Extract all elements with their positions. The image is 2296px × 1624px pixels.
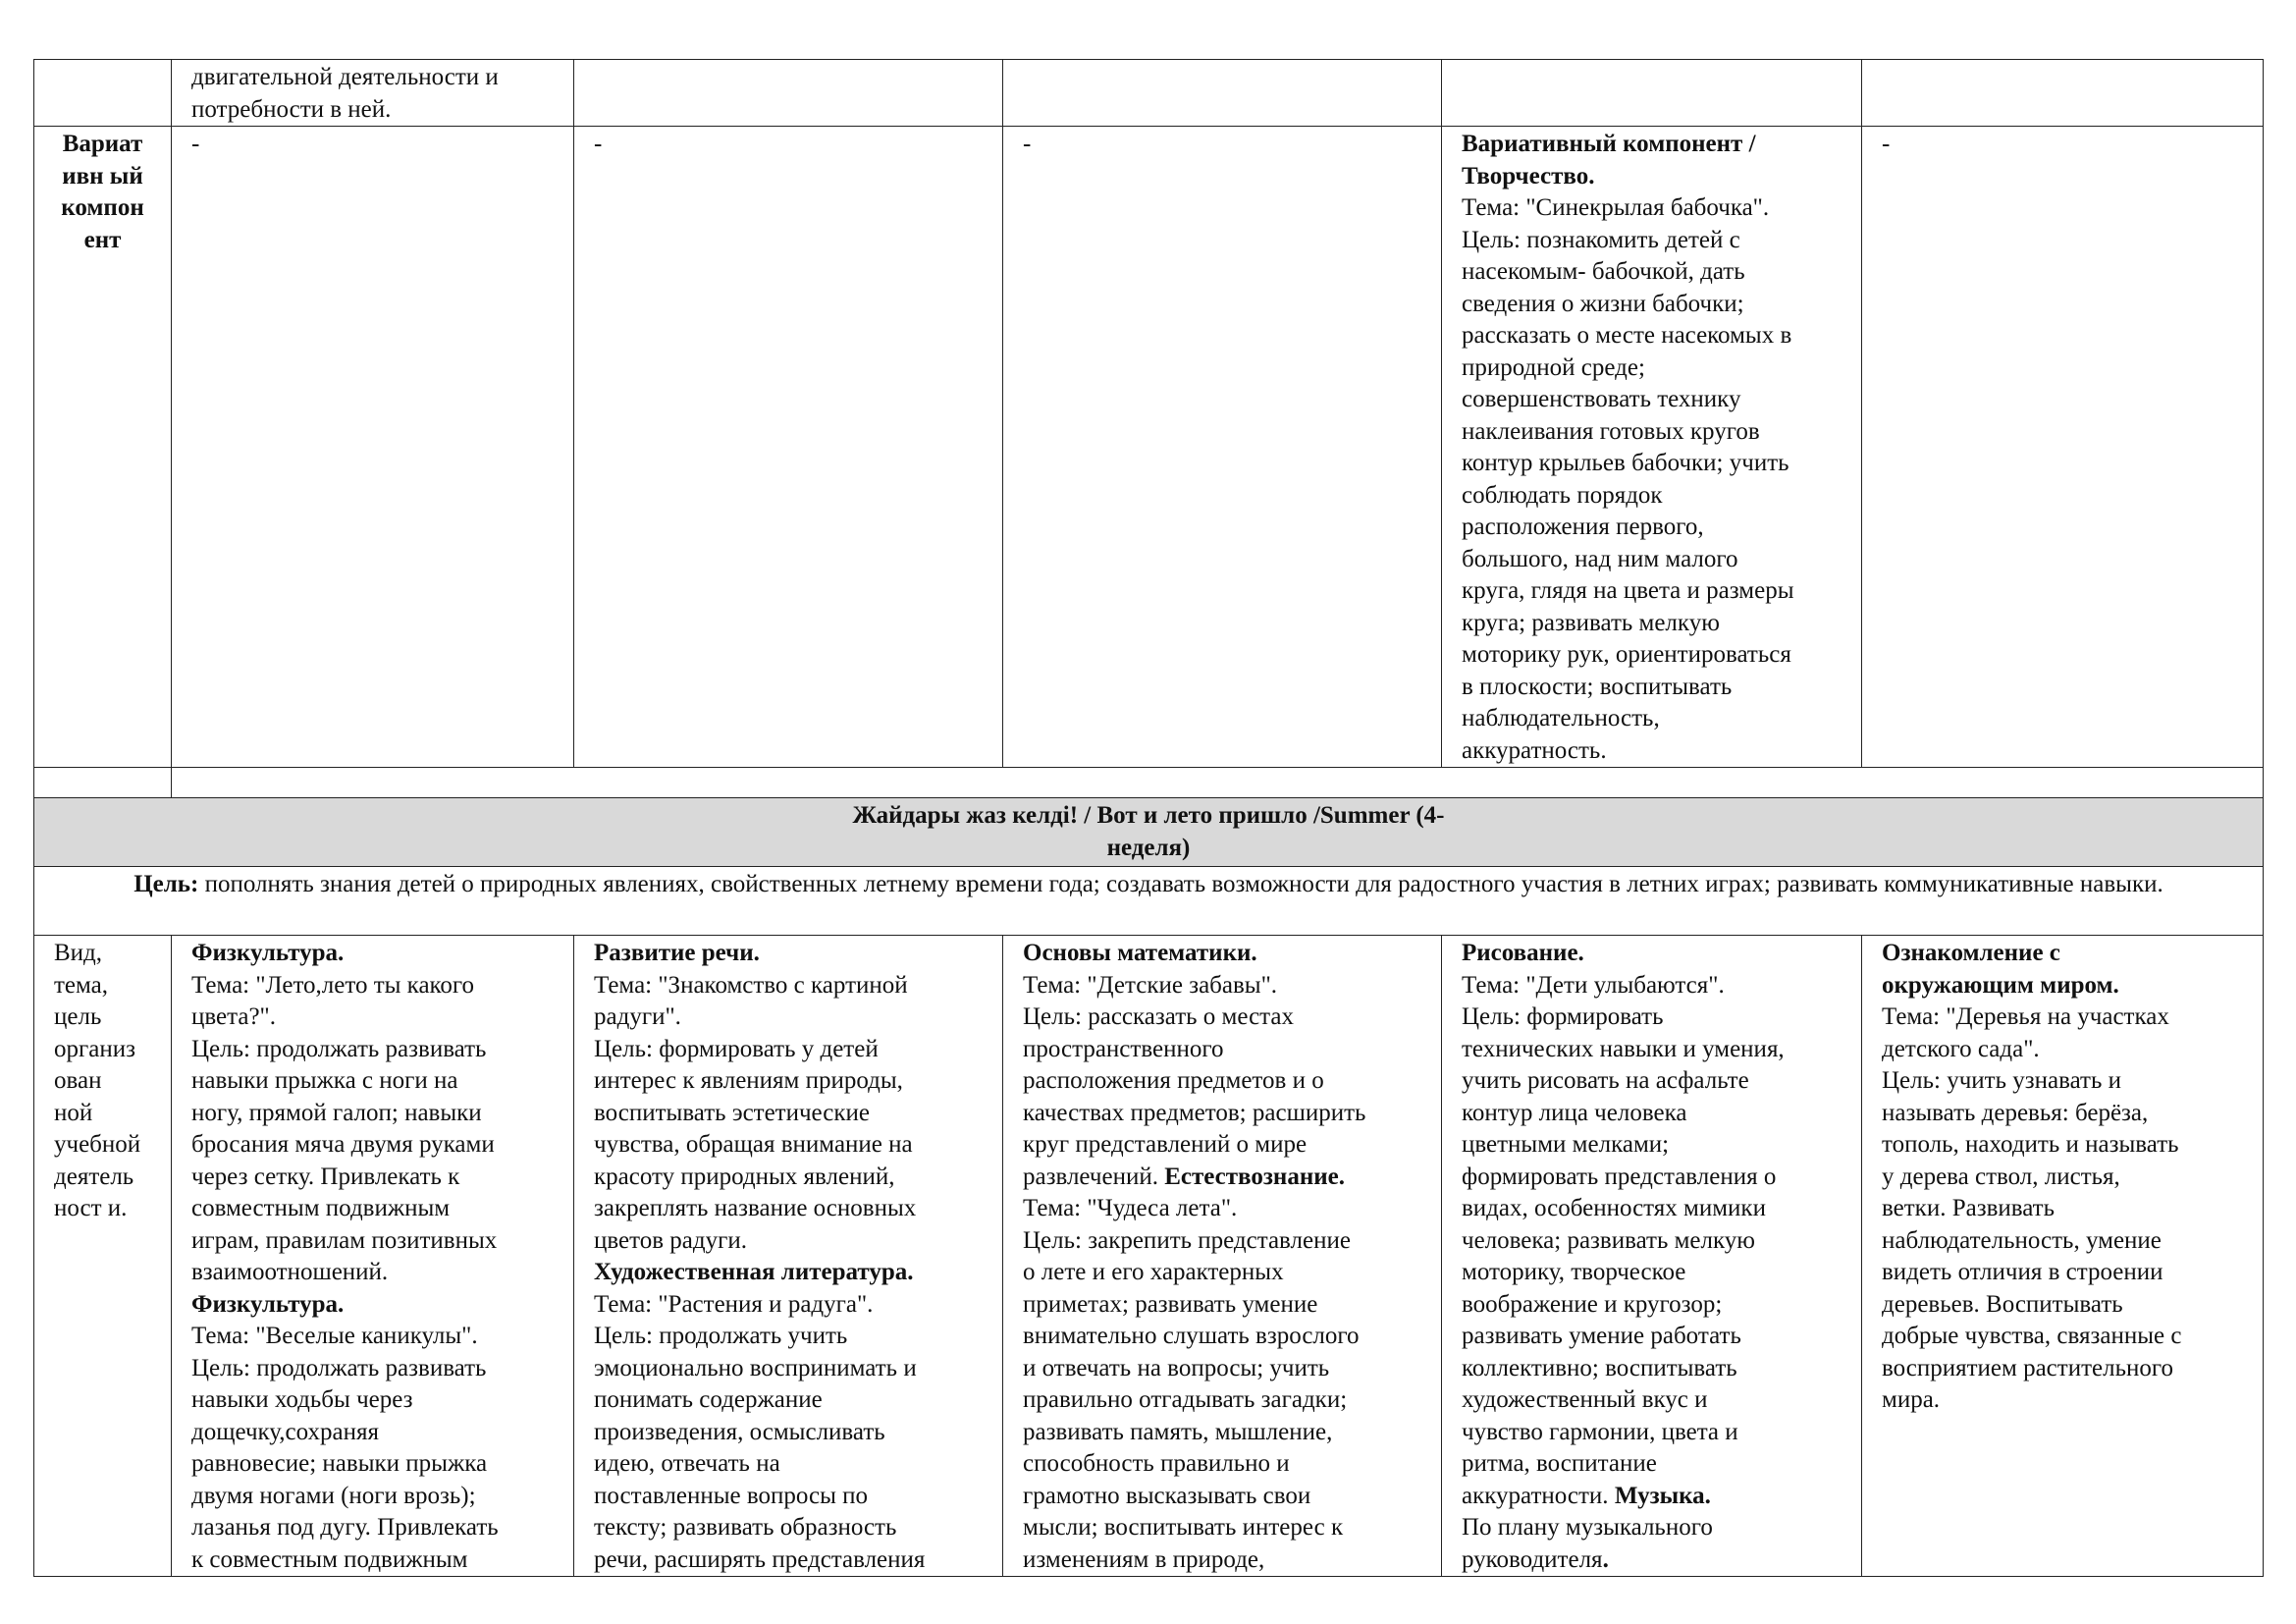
week-heading-row [34,798,2264,867]
text-line: идею, отвечать на [594,1450,780,1477]
text-line: добрые чувства, связанные с [1882,1323,2182,1349]
activities-col1-cell [172,936,574,1577]
text-line: цветов радуги. [594,1226,747,1254]
text-line: Цель: учить узнавать и [1882,1067,2121,1094]
text-line: изменениям в природе, [1023,1545,1265,1573]
label-line: ивн ый [62,162,143,189]
mixed-line [1462,1481,1843,1513]
text-line: навыки ходьбы через [191,1386,413,1413]
text-fragment: аккуратности. [1462,1482,1609,1509]
top-col4-cell [1442,60,1862,127]
text-line: равновесие; навыки прыжка [191,1450,488,1477]
week-title-line: Жайдары жаз келдi! / Вот и лето пришло /Summer (4- [852,802,1445,829]
text-line: бросания мяча двумя руками [191,1131,495,1158]
text-line: круг представлений о мире [1023,1131,1308,1158]
text-line: рассказать о месте насекомых в [1462,322,1792,349]
label-line: цель [54,1003,102,1030]
label-line: деятель [54,1163,134,1190]
section-title: Музыка. [1614,1482,1711,1509]
label-line: ной [54,1099,93,1126]
text-line: грамотно высказывать свои [1023,1482,1311,1509]
text-line: играм, правилам позитивных [191,1226,498,1254]
text-line: круга; развивать мелкую [1462,609,1720,636]
mixed-line [1023,1162,1423,1194]
empty-label-cell [34,768,172,798]
section-title: Физкультура. [191,940,345,966]
text-line: Тема: "Растения и радуга". [594,1290,874,1318]
text-line: развивать умение работать [1462,1323,1741,1349]
text-line: деревьев. Воспитывать [1882,1290,2123,1318]
section-title: окружающим миром. [1882,971,2119,999]
text-line: контур лица человека [1462,1099,1687,1126]
text-line: наблюдательность, [1462,705,1660,731]
empty-wide-cell [172,768,2264,798]
variative-row [34,127,2264,768]
text-line: совместным подвижным [191,1195,451,1221]
text-line: Тема: "Чудеса лета". [1023,1195,1238,1221]
text-line: воображение и кругозор; [1462,1290,1723,1318]
dash: - [191,131,200,157]
activities-col3-cell [1003,936,1442,1577]
goal-cell [34,867,2264,936]
plan-table [33,59,2264,1577]
week-title-line: неделя) [1106,834,1191,861]
variative-col5-cell [1862,127,2264,768]
text-line: Цель: продолжать развивать [191,1354,487,1381]
text-line: Тема: "Лето,лето ты какого [191,971,475,999]
text-line: наклеивания готовых кругов [1462,417,1760,445]
goal-text: пополнять знания детей о природных явлениях, свойственных летнему времени года; создавать возможности для радостного участия в летних играх; развивать коммуникативные навыки. [204,871,2163,897]
goal-row [34,867,2264,936]
top-col3-cell [1003,60,1442,127]
top-col2-cell [574,60,1003,127]
section-title: Основы математики. [1023,940,1257,966]
label-line: компон [61,194,144,221]
text-line: чувства, обращая внимание на [594,1131,913,1158]
text-line: навыки прыжка с ноги на [191,1067,458,1094]
text-line: красоту природных явлений, [594,1163,895,1190]
text-line: Тема: "Знакомство с картиной [594,971,908,999]
text-line: контур крыльев бабочки; учить [1462,450,1789,476]
text-line: тополь, находить и называть [1882,1131,2179,1158]
text-line: правильно отгадывать загадки; [1023,1386,1348,1413]
text-line: наблюдательность, умение [1882,1226,2162,1254]
text-line: По плану музыкального [1462,1514,1713,1541]
text-line: двигательной деятельности и [191,64,499,90]
top-col1-cell [172,60,574,127]
top-label-cell [34,60,172,127]
text-line: пространственного [1023,1035,1224,1062]
text-line: соблюдать порядок [1462,481,1663,509]
variative-col4-cell [1442,127,1862,768]
text-line: художественный вкус и [1462,1386,1708,1413]
text-line: насекомым- бабочкой, дать [1462,258,1745,285]
text-line: Цель: формировать у детей [594,1035,879,1062]
text-line: аккуратность. [1462,736,1607,764]
section-title: Естествознание. [1164,1163,1345,1190]
text-line: Цель: формировать [1462,1003,1664,1030]
activities-col5-cell [1862,936,2264,1577]
activities-col4-cell [1442,936,1862,1577]
text-line: расположения предметов и о [1023,1067,1324,1094]
text-line: произведения, осмысливать [594,1418,885,1445]
text-line: качествах предметов; расширить [1023,1099,1366,1126]
text-line: в плоскости; воспитывать [1462,673,1733,700]
text-line: потребности в ней. [191,95,392,123]
text-line: ветки. Развивать [1882,1195,2056,1221]
text-line: развивать память, мышление, [1023,1418,1333,1445]
text-line: большого, над ним малого [1462,545,1738,572]
text-line: моторику рук, ориентироваться [1462,641,1791,668]
text-line: совершенствовать технику [1462,386,1741,412]
top-continuation-row [34,60,2264,127]
text-line: Тема: "Дети улыбаются". [1462,971,1725,999]
text-line: приметах; развивать умение [1023,1290,1318,1318]
text-line: поставленные вопросы по [594,1482,869,1509]
dash: - [1882,131,1891,157]
variative-col2-cell [574,127,1003,768]
text-line: ногу, прямой галоп; навыки [191,1099,482,1126]
text-line: цветными мелками; [1462,1131,1670,1158]
text-line: Цель: продолжать развивать [191,1035,487,1062]
label-line: ован [54,1067,102,1094]
text-line: через сетку. Привлекать к [191,1163,460,1190]
label-line: организ [54,1035,135,1062]
text-line: Цель: рассказать о местах [1023,1003,1294,1030]
text-line: закреплять название основных [594,1195,917,1221]
text-line: природной среде; [1462,353,1645,381]
section-title: Физкультура. [191,1290,345,1318]
text-fragment: руководителя [1462,1545,1603,1573]
text-line: Цель: закрепить представление [1023,1226,1351,1254]
text-fragment: развлечений. [1023,1163,1158,1190]
text-line: внимательно слушать взрослого [1023,1323,1360,1349]
bold-dot: . [1602,1545,1609,1573]
text-line: лазанья под дугу. Привлекать [191,1514,499,1541]
variative-col3-cell [1003,127,1442,768]
text-line: коллективно; воспитывать [1462,1354,1737,1381]
text-line: сведения о жизни бабочки; [1462,290,1744,317]
text-line: о лете и его характерных [1023,1259,1284,1285]
text-line: у дерева ствол, листья, [1882,1163,2120,1190]
text-line: двумя ногами (ноги врозь); [191,1482,476,1509]
text-line: способность правильно и [1023,1450,1290,1477]
section-title: Вариативный компонент / [1462,131,1756,157]
text-line: круга, глядя на цвета и размеры [1462,577,1794,604]
text-line: речи, расширять представления [594,1545,926,1573]
label-line: тема, [54,971,109,999]
text-line: к совместным подвижным [191,1545,468,1573]
variative-col1-cell [172,127,574,768]
text-line: понимать содержание [594,1386,823,1413]
top-col5-cell [1862,60,2264,127]
text-line: радуги". [594,1003,681,1030]
text-line: расположения первого, [1462,514,1704,540]
text-line: моторику, творческое [1462,1259,1686,1285]
activities-label-cell [34,936,172,1577]
text-line: человека; развивать мелкую [1462,1226,1755,1254]
text-line: технических навыки и умения, [1462,1035,1785,1062]
text-line: восприятием растительного [1882,1354,2173,1381]
label-line: ност и. [54,1195,128,1221]
dash: - [594,131,603,157]
label-line: Вид, [54,940,103,966]
text-line: мысли; воспитывать интерес к [1023,1514,1344,1541]
text-line: цвета?". [191,1003,277,1030]
activities-col2-cell [574,936,1003,1577]
text-line: Тема: "Деревья на участках [1882,1003,2169,1030]
text-line: видеть отличия в строении [1882,1259,2163,1285]
text-line: и отвечать на вопросы; учить [1023,1354,1330,1381]
text-line: учить рисовать на асфальте [1462,1067,1749,1094]
text-line: Тема: "Синекрылая бабочка". [1462,194,1770,221]
text-line: взаимоотношений. [191,1259,389,1285]
text-line: Цель: продолжать учить [594,1323,848,1349]
text-line: видах, особенностях мимики [1462,1195,1766,1221]
section-title: Творчество. [1462,162,1595,189]
dash: - [1023,131,1032,157]
text-line: тексту; развивать образность [594,1514,897,1541]
label-line: Вариат [62,131,143,157]
variative-label-cell [34,127,172,768]
text-line: интерес к явлениям природы, [594,1067,903,1094]
text-line: Цель: познакомить детей с [1462,226,1740,253]
goal-label: Цель: [133,871,199,897]
empty-row [34,768,2264,798]
text-line: воспитывать эстетические [594,1099,870,1126]
activities-row [34,936,2264,1577]
text-line: чувство гармонии, цвета и [1462,1418,1738,1445]
mixed-line [1462,1544,1843,1577]
text-line: называть деревья: берёза, [1882,1099,2149,1126]
section-title: Художественная литература. [594,1259,914,1285]
label-line: ент [83,226,122,253]
text-line: формировать представления о [1462,1163,1777,1190]
text-line: мира. [1882,1386,1941,1413]
text-line: Тема: "Веселые каникулы". [191,1323,478,1349]
text-line: ритма, воспитание [1462,1450,1657,1477]
text-line: детского сада". [1882,1035,2040,1062]
section-title: Ознакомление с [1882,940,2060,966]
text-line: дощечку,сохраняя [191,1418,380,1445]
text-line: эмоционально воспринимать и [594,1354,917,1381]
section-title: Развитие речи. [594,940,760,966]
text-line: Тема: "Детские забавы". [1023,971,1278,999]
section-title: Рисование. [1462,940,1584,966]
week-heading-cell [34,798,2264,867]
label-line: учебной [54,1131,141,1158]
